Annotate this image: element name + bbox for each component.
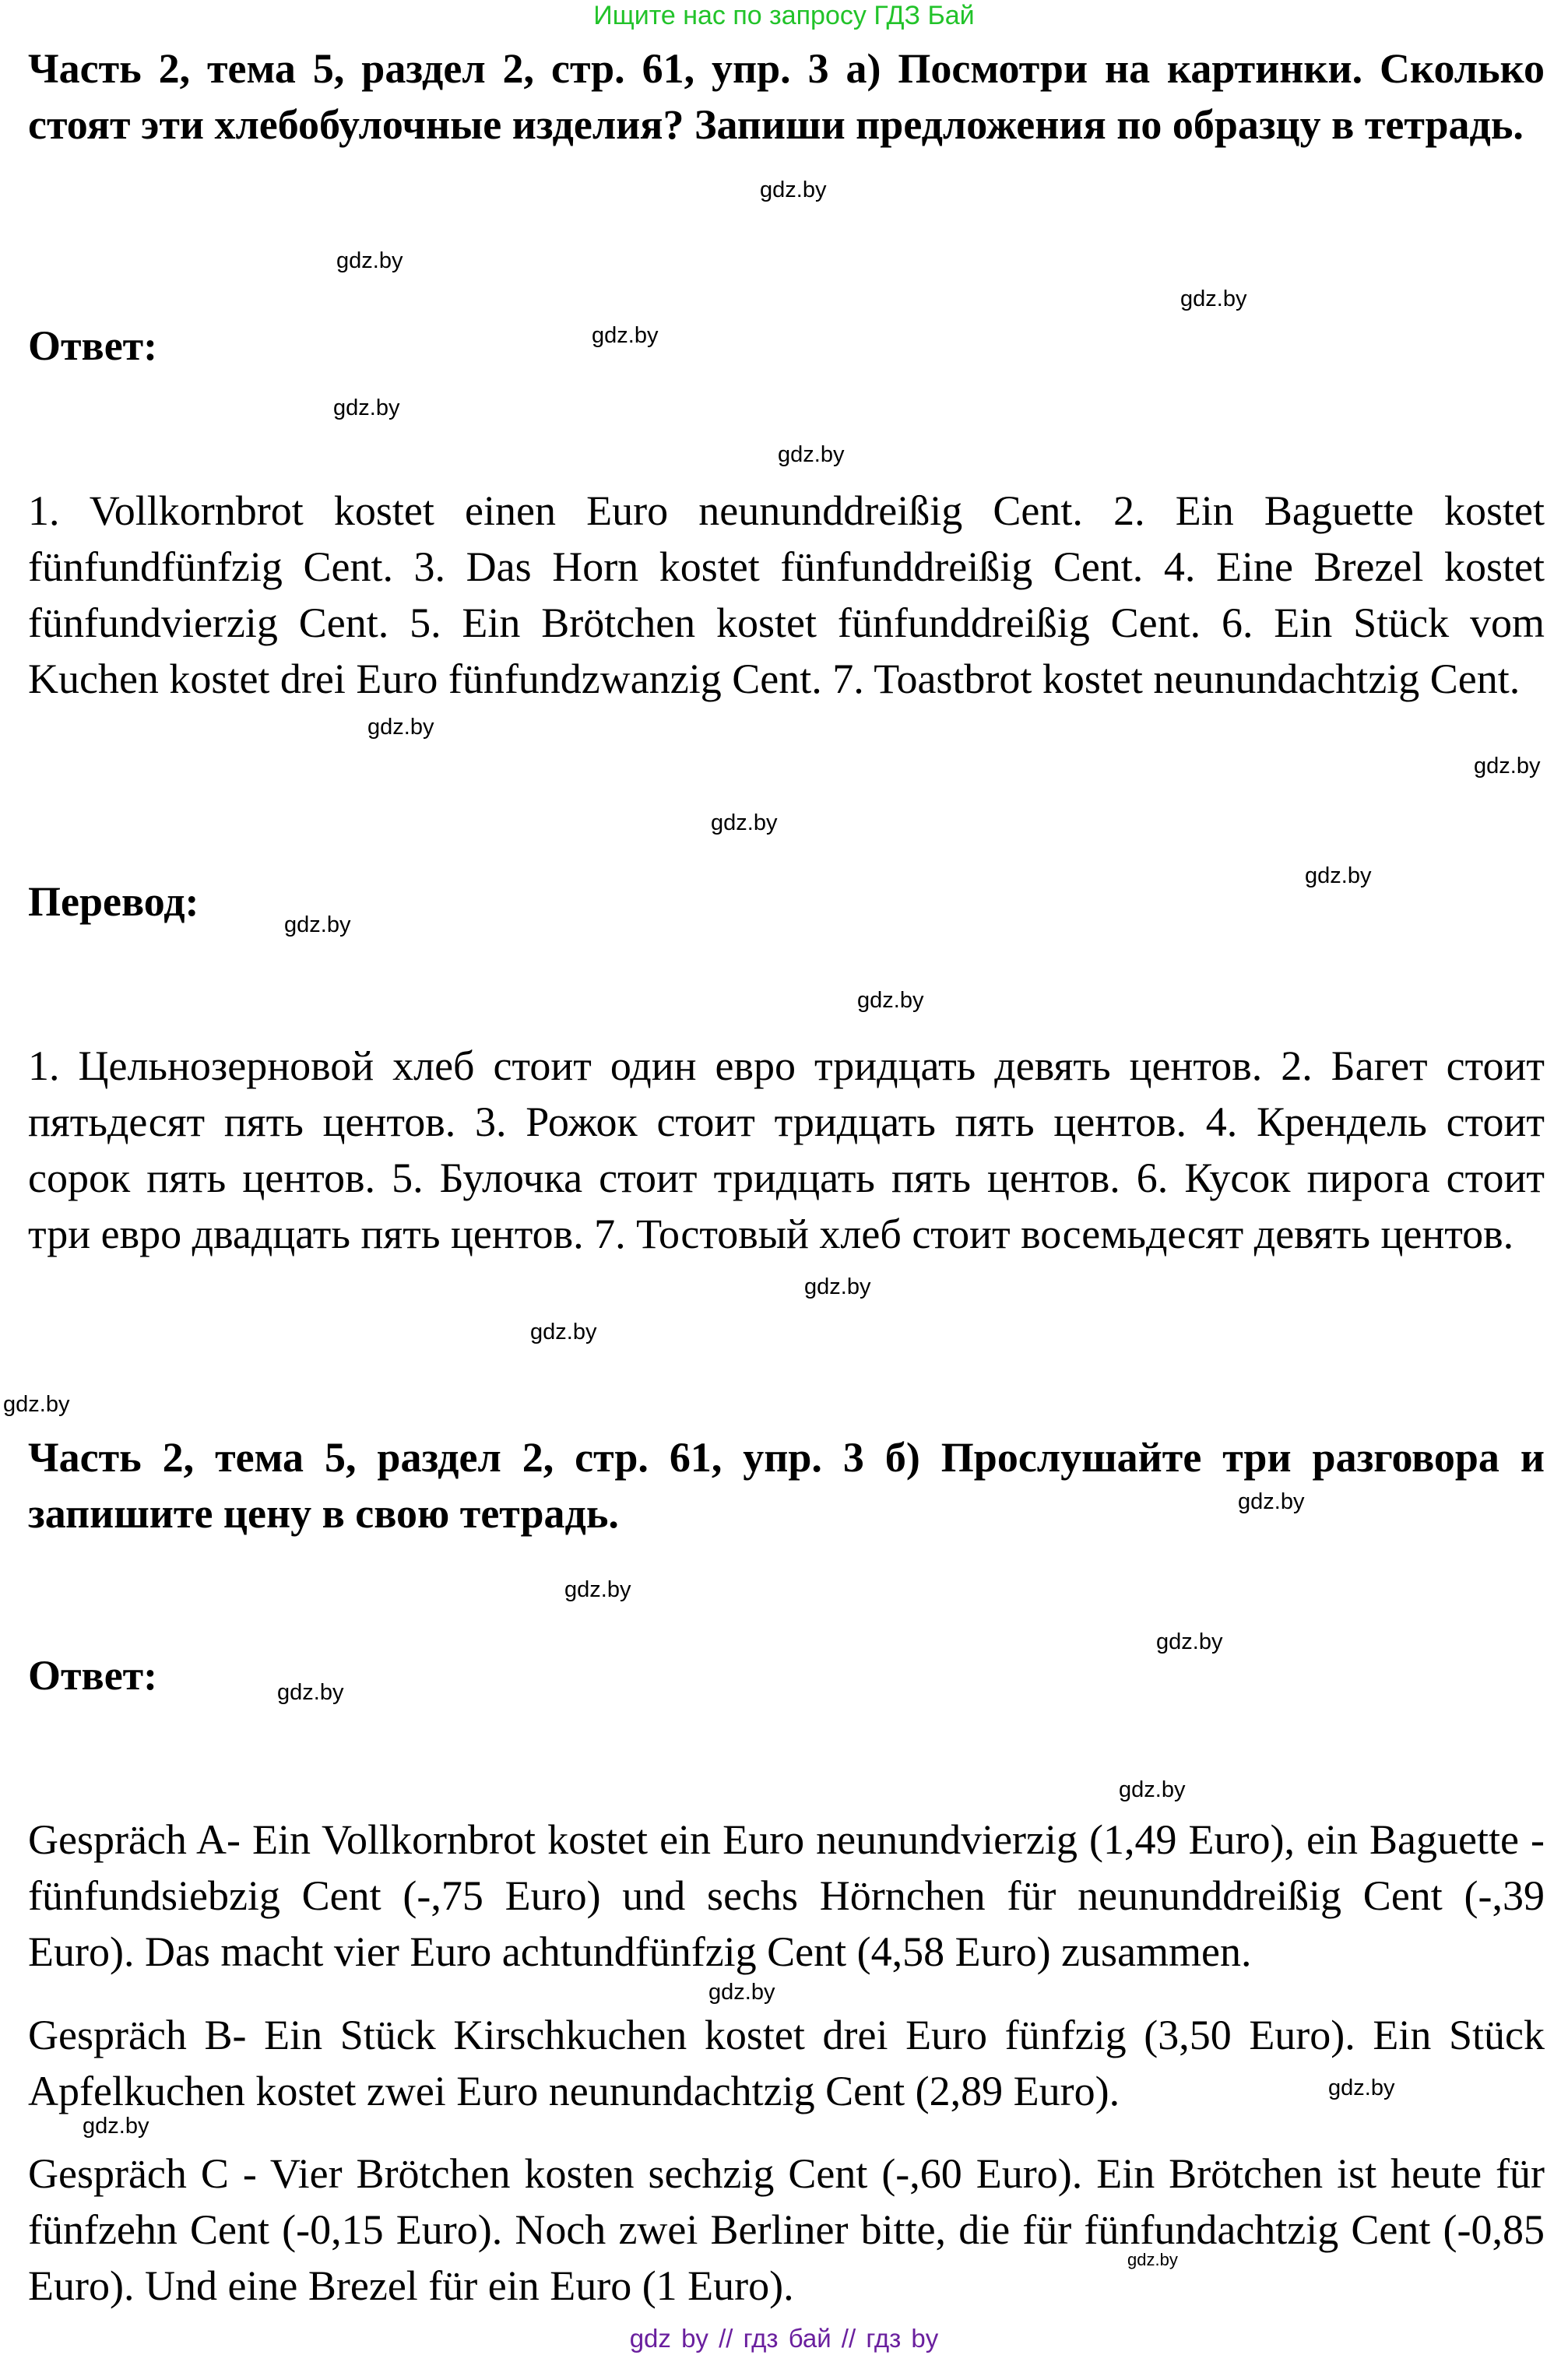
watermark: gdz.by <box>778 442 845 467</box>
translation-text: 1. Цельнозерновой хлеб стоит один евро тридцать девять центов. 2. Багет стоит пятьдесят пять центов. 3. Рожок стоит тридцать пять центов. 4. Крендель стоит сорок пять центов. 5. Булочка стоит тридцать пять центов. 6. Кусок пирога стоит три евро двадцать пять центов. 7. Тостовый хлеб стоит восемьдесят девять центов. <box>28 1042 1545 1257</box>
watermark: gdz.by <box>3 1392 70 1417</box>
watermark: gdz.by <box>83 2114 149 2139</box>
dialogue-a: Gespräch A- Ein Vollkornbrot kostet ein Euro neunundvierzig (1,49 Euro), ein Baguette -fünfundsiebzig Cent (-,75 Euro) und sechs Hörnchen für neununddreißig Cent (-,39 Euro). Das macht vier Euro achtundfünfzig Cent (4,58 Euro) zusammen. <box>28 1816 1545 1975</box>
watermark: gdz.by <box>708 1980 775 2005</box>
answer-label-3b: Ответ: <box>28 1652 158 1699</box>
watermark: gdz.by <box>367 715 434 740</box>
watermark: gdz.by <box>1328 2076 1395 2100</box>
watermark: gdz.by <box>1238 1489 1305 1514</box>
exercise-3a-heading: Часть 2, тема 5, раздел 2, стр. 61, упр. 3 а) Посмотри на картинки. Сколько стоят эти хлебобулочные изделия? Запиши предложения по образцу в тетрадь. <box>28 45 1545 148</box>
watermark: gdz.by <box>1156 1629 1223 1654</box>
watermark: gdz.by <box>1127 2250 1178 2269</box>
watermark: gdz.by <box>1119 1777 1186 1802</box>
watermark: gdz.by <box>530 1320 597 1344</box>
watermark: gdz.by <box>711 810 778 835</box>
top-banner: Ищите нас по запросу ГДЗ Бай <box>593 1 975 30</box>
answer-text-3a: 1. Vollkornbrot kostet einen Euro neununddreißig Cent. 2. Ein Baguette kostet fünfundfünfzig Cent. 3. Das Horn kostet fünfunddreißig Cent. 4. Eine Brezel kostet fünfundvierzig Cent. 5. Ein Brötchen kostet fünfunddreißig Cent. 6. Ein Stück vom Kuchen kostet drei Euro fünfundzwanzig Cent. 7. Toastbrot kostet neunundachtzig Cent. <box>28 487 1545 702</box>
answer-label-3a: Ответ: <box>28 322 158 369</box>
exercise-3b-heading: Часть 2, тема 5, раздел 2, стр. 61, упр. 3 б) Прослушайте три разговора и запишите цену в свою тетрадь. <box>28 1434 1545 1537</box>
watermark: gdz.by <box>284 912 351 937</box>
dialogue-c: Gespräch C - Vier Brötchen kosten sechzig Cent (-,60 Euro). Ein Brötchen ist heute für fünfzehn Cent (-0,15 Euro). Noch zwei Berliner bitte, die für fünfundachtzig Cent (-0,85 Euro). Und eine Brezel für ein Euro (1 Euro). <box>28 2150 1545 2309</box>
watermark: gdz.by <box>804 1274 871 1299</box>
watermark: gdz.by <box>333 395 400 420</box>
watermark: gdz.by <box>760 178 827 202</box>
watermark: gdz.by <box>277 1680 344 1705</box>
watermark: gdz.by <box>564 1577 631 1602</box>
watermark: gdz.by <box>1474 754 1541 779</box>
watermark: gdz.by <box>857 988 924 1013</box>
watermark: gdz.by <box>1180 286 1247 311</box>
watermark: gdz.by <box>336 248 403 273</box>
dialogue-b: Gespräch B- Ein Stück Kirschkuchen kostet drei Euro fünfzig (3,50 Euro). Ein Stück Apfelkuchen kostet zwei Euro neunundachtzig Cent (2,89 Euro). <box>28 2012 1545 2114</box>
watermark: gdz.by <box>592 323 659 348</box>
footer: gdz by // гдз бай // гдз by <box>629 2324 939 2353</box>
translation-label: Перевод: <box>28 878 199 925</box>
watermark: gdz.by <box>1305 863 1372 888</box>
